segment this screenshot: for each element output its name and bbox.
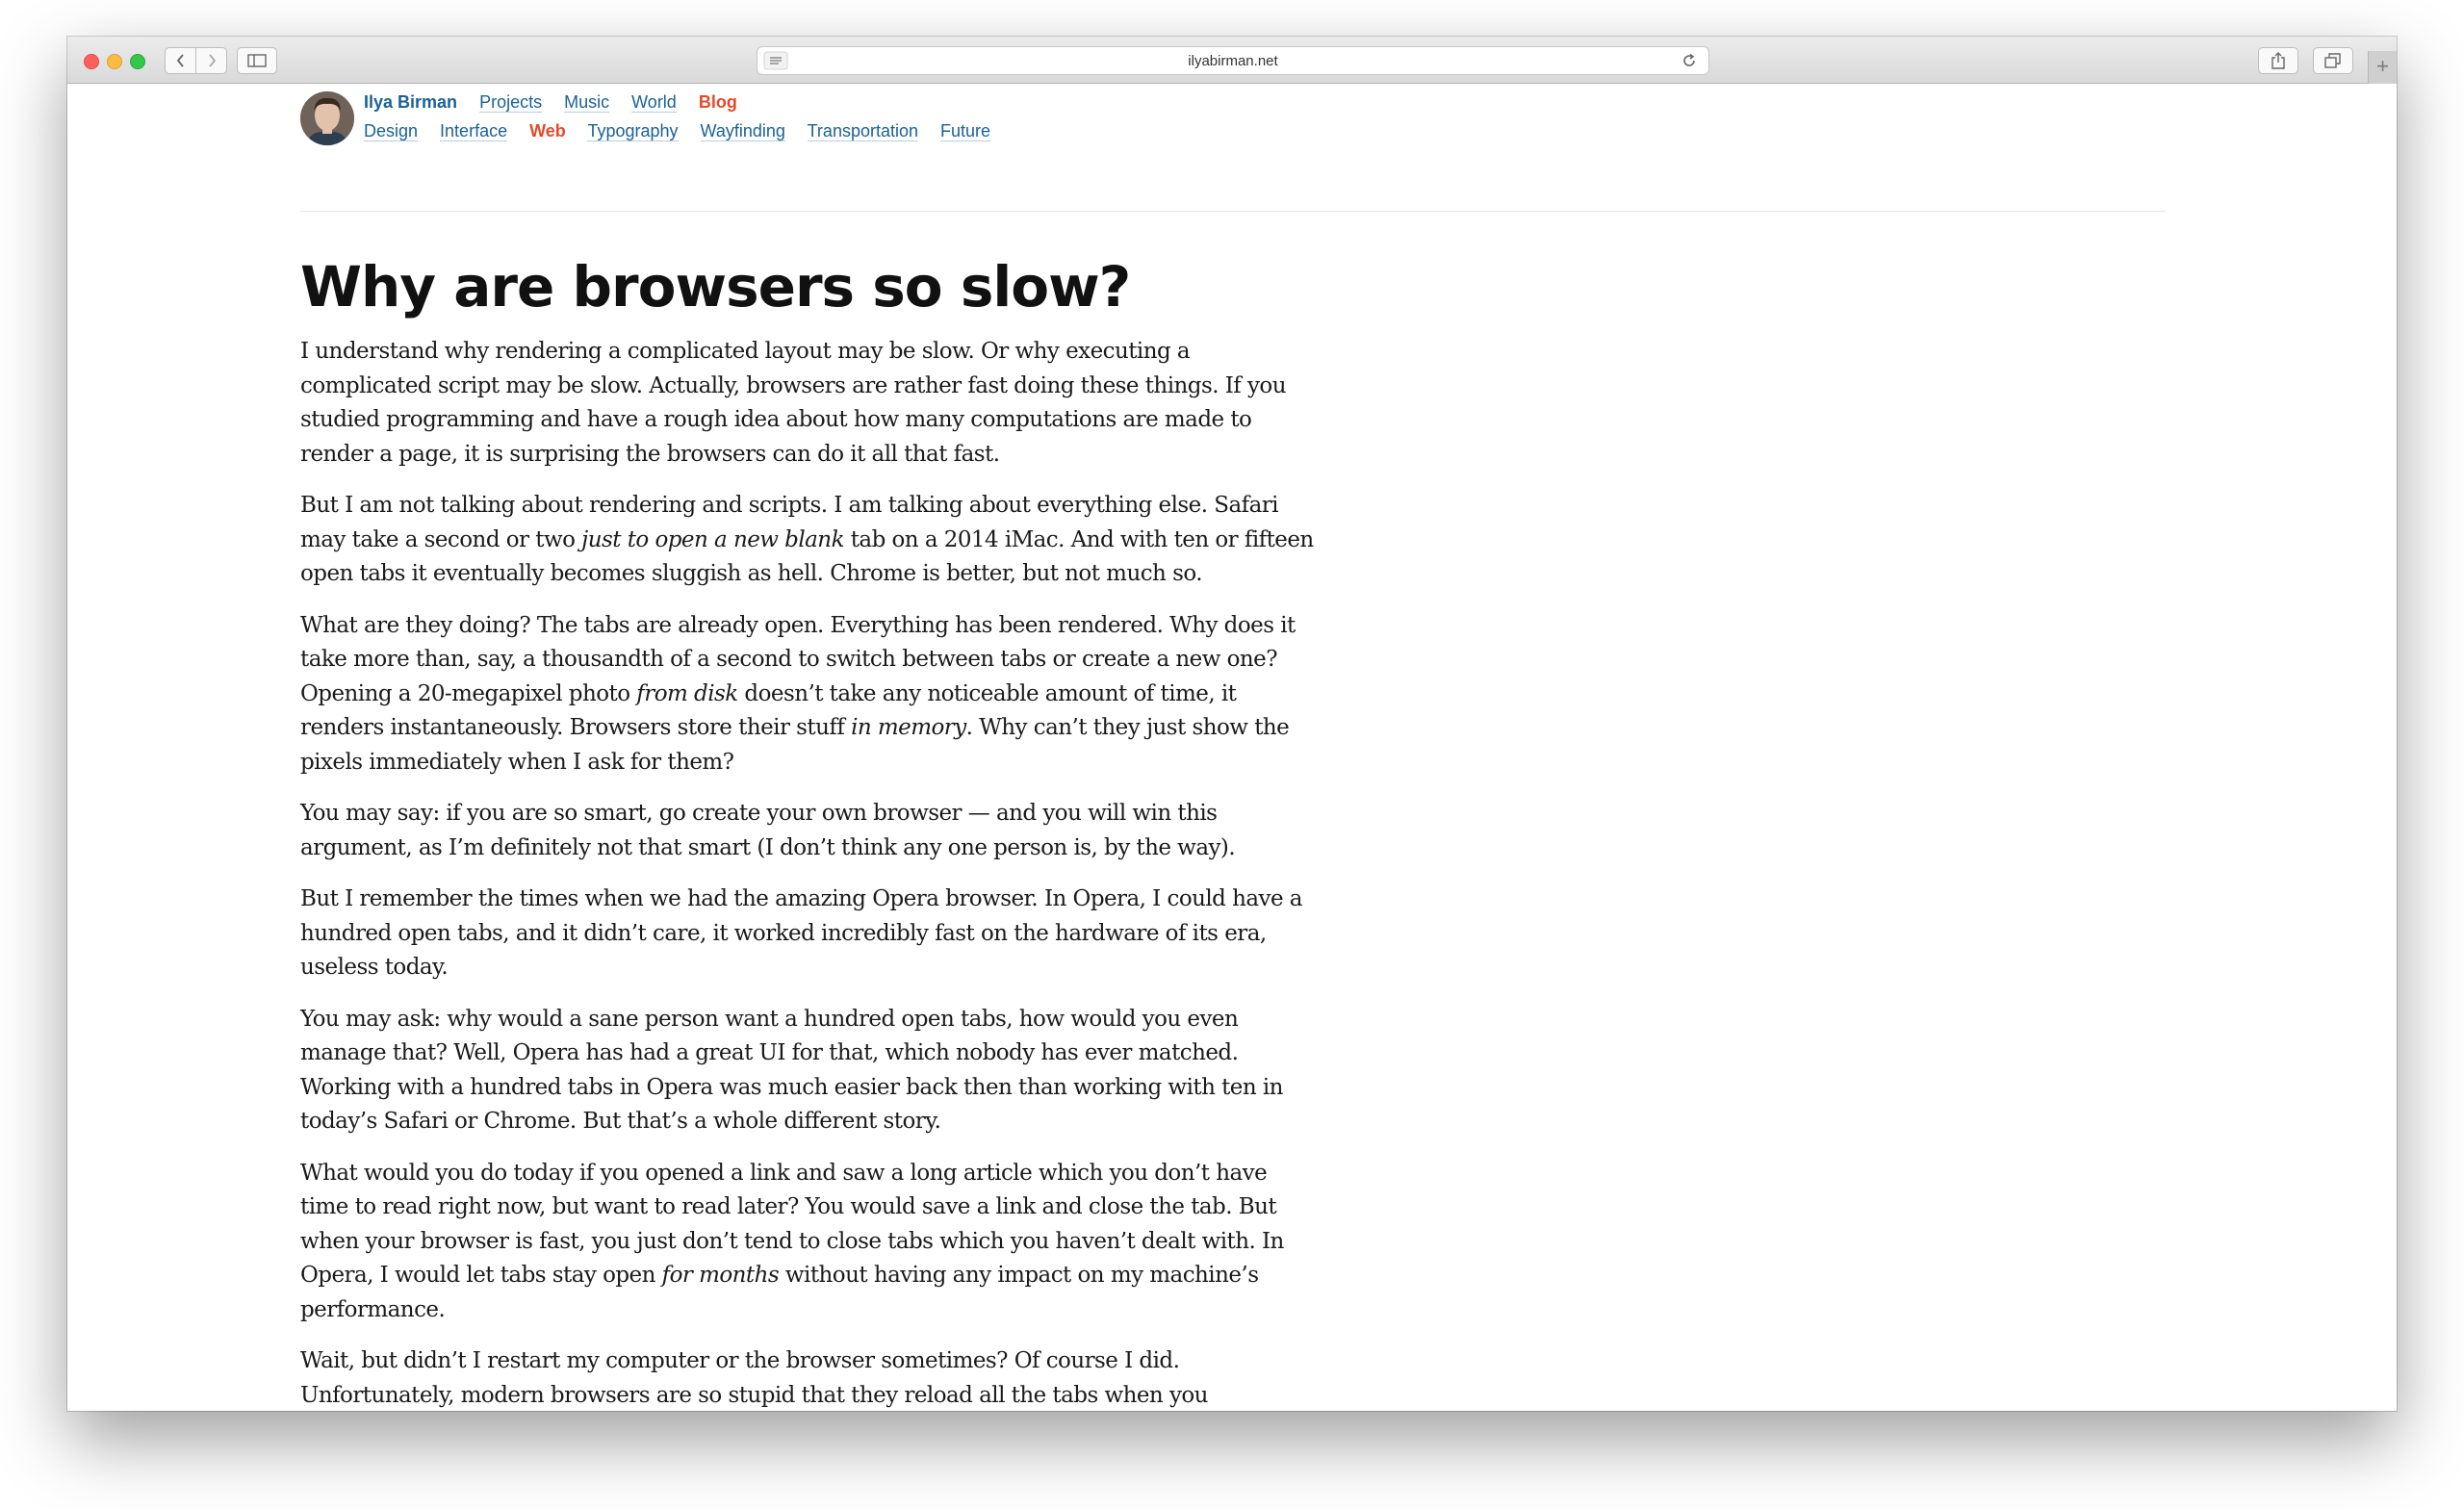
url-text[interactable]: ilyabirman.net	[1188, 53, 1278, 69]
secondary-nav	[364, 121, 1008, 141]
share-icon	[2271, 52, 2286, 69]
paragraph-8: Wait, but didn’t I restart my computer or the browser sometimes? Of course I did. Unfortunately, modern browsers are so stupid that they reload all the tabs when you	[300, 1348, 1208, 1408]
paragraph-6: You may ask: why would a sane person want a hundred open tabs, how would you even manage that? Well, Opera has had a great UI for that, which nobody has ever matched. Working with a hundred tabs in Opera was much easier back then than working with ten in today’s Safari or Chrome. But that’s a whole different story.	[300, 1006, 1283, 1134]
share-button[interactable]	[2258, 47, 2298, 74]
paragraph-5: But I remember the times when we had the amazing Opera browser. In Opera, I could have a hundred open tabs, and it didn’t care, it worked incredibly fast on the hardware of its era, useless today.	[300, 886, 1302, 980]
new-tab-button[interactable]	[2368, 51, 2397, 84]
nav-music[interactable]: Music	[564, 92, 610, 112]
nav-transportation[interactable]: Transportation	[807, 121, 919, 141]
reload-button[interactable]	[1681, 53, 1697, 73]
zoom-window-button[interactable]	[130, 54, 145, 69]
tabs-icon	[2324, 53, 2342, 68]
paragraph-1: I understand why rendering a complicated layout may be slow. Or why executing a complicated script may be slow. Actually, browsers are rather fast doing these things. If you studied programming and have a rough idea about how many computations are made to render a page, it is surprising the browsers can do it all that fast.	[300, 339, 1286, 467]
nav-interface[interactable]: Interface	[440, 121, 508, 141]
sidebar-button[interactable]	[237, 47, 277, 74]
nav-world[interactable]: World	[631, 92, 677, 112]
article	[300, 252, 1321, 1411]
nav-typography[interactable]: Typography	[587, 121, 679, 141]
sidebar-icon	[247, 54, 267, 67]
reload-icon	[1681, 53, 1697, 68]
nav-design[interactable]: Design	[364, 121, 419, 141]
avatar-photo	[300, 91, 354, 145]
paragraph-4: You may say: if you are so smart, go create your own browser — and you will win this argument, as I’m definitely not that smart (I don’t think any one person is, by the way).	[300, 801, 1236, 860]
plus-icon: +	[2376, 54, 2389, 78]
nav-projects[interactable]: Projects	[479, 92, 543, 112]
paragraph-3: What are they doing? The tabs are already open. Everything has been rendered. Why does it take more than, say, a thousandth of a second to switch between tabs or create a new one? Opening a 20-megapixel photo from disk doesn’t take any noticeable amount of time, it renders instantaneously. Browsers store their stuff in memory. Why can’t they just show the pixels immediately when I ask for them?	[300, 612, 1296, 775]
close-window-button[interactable]	[84, 54, 99, 69]
chevron-left-icon	[175, 53, 187, 68]
tabs-overview-button[interactable]	[2313, 47, 2353, 74]
back-button[interactable]	[165, 47, 196, 74]
web-page	[67, 84, 2397, 1411]
address-bar[interactable]	[757, 46, 1709, 75]
chevron-right-icon	[206, 53, 218, 68]
primary-nav	[364, 92, 755, 113]
browser-toolbar	[67, 37, 2397, 84]
article-title: Why are browsers so slow?	[300, 254, 1131, 320]
minimize-window-button[interactable]	[107, 54, 122, 69]
header-divider	[300, 211, 2166, 212]
author-avatar[interactable]	[300, 91, 354, 145]
forward-button[interactable]	[195, 47, 227, 74]
nav-wayfinding[interactable]: Wayfinding	[700, 121, 785, 141]
paragraph-7: What would you do today if you opened a link and saw a long article which you don’t have time to read right now, but want to read later? You would save a link and close the tab. But when your browser is fast, you just don’t tend to close tabs which you haven’t dealt with. In Opera, I would let tabs stay open for months without having any impact on my machine’s performance.	[300, 1160, 1284, 1322]
nav-owner-link[interactable]: Ilya Birman	[364, 92, 458, 112]
paragraph-2: But I am not talking about rendering and scripts. I am talking about everything else. Safari may take a second or two just to open a new blank tab on a 2014 iMac. And with ten or fifteen open tabs it eventually becomes sluggish as hell. Chrome is better, but not much so.	[300, 493, 1314, 586]
nav-future[interactable]: Future	[940, 121, 991, 141]
nav-blog[interactable]: Blog	[698, 92, 737, 112]
browser-window	[67, 37, 2397, 1411]
nav-web[interactable]: Web	[529, 121, 566, 141]
